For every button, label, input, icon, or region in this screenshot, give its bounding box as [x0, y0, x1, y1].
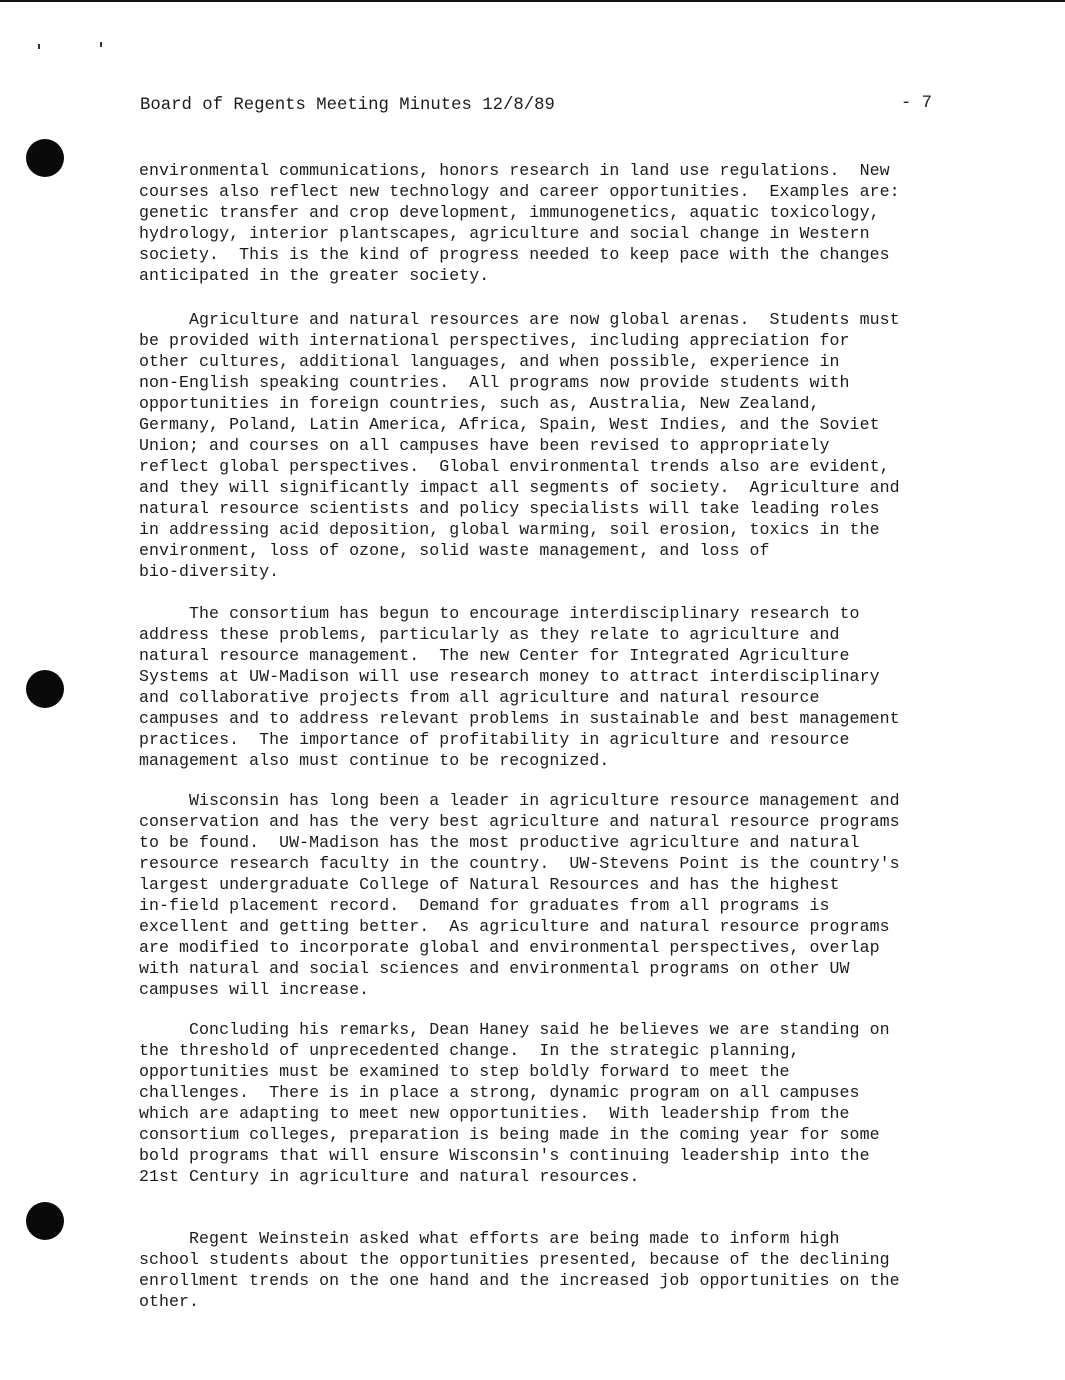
text-line: enrollment trends on the one hand and the increased job opportunities on the — [139, 1271, 900, 1290]
text-line: to be found. UW-Madison has the most productive agriculture and natural — [139, 833, 860, 852]
text-line: courses also reflect new technology and career opportunities. Examples are: — [139, 182, 900, 201]
paragraph-consortium-research — [139, 603, 949, 771]
text-line: Germany, Poland, Latin America, Africa, Spain, West Indies, and the Soviet — [139, 415, 880, 434]
text-line: opportunities must be examined to step boldly forward to meet the — [139, 1062, 790, 1081]
text-line: challenges. There is in place a strong, dynamic program on all campuses — [139, 1083, 860, 1102]
text-line: conservation and has the very best agriculture and natural resource programs — [139, 812, 900, 831]
text-line: hydrology, interior plantscapes, agriculture and social change in Western — [139, 224, 870, 243]
text-line: bio-diversity. — [139, 562, 280, 581]
scan-speck — [38, 44, 40, 49]
scan-speck — [100, 42, 102, 47]
text-line: environmental communications, honors research in land use regulations. New — [139, 161, 890, 180]
punch-hole-top — [26, 139, 64, 177]
text-line: campuses will increase. — [139, 980, 370, 999]
text-line: society. This is the kind of progress needed to keep pace with the changes — [139, 245, 890, 264]
text-line: natural resource management. The new Center for Integrated Agriculture — [139, 646, 850, 665]
text-line: consortium colleges, preparation is being made in the coming year for some — [139, 1125, 880, 1144]
text-line: environment, loss of ozone, solid waste management, and loss of — [139, 541, 770, 560]
text-line: in-field placement record. Demand for graduates from all programs is — [139, 896, 830, 915]
text-line: anticipated in the greater society. — [139, 266, 490, 285]
text-line: practices. The importance of profitability in agriculture and resource — [139, 730, 850, 749]
text-line: school students about the opportunities presented, because of the declining — [139, 1250, 890, 1269]
text-line: are modified to incorporate global and environmental perspectives, overlap — [139, 938, 880, 957]
text-line: address these problems, particularly as they relate to agriculture and — [139, 625, 840, 644]
text-line: resource research faculty in the country. UW-Stevens Point is the country's — [139, 854, 900, 873]
punch-hole-middle — [26, 670, 64, 708]
text-line: in addressing acid deposition, global warming, soil erosion, toxics in the — [139, 520, 880, 539]
text-line: which are adapting to meet new opportunities. With leadership from the — [139, 1104, 850, 1123]
text-line: excellent and getting better. As agriculture and natural resource programs — [139, 917, 890, 936]
text-line: campuses and to address relevant problems in sustainable and best management — [139, 709, 900, 728]
text-line: Wisconsin has long been a leader in agriculture resource management and — [139, 791, 900, 810]
text-line: Union; and courses on all campuses have been revised to appropriately — [139, 436, 830, 455]
paragraph-regent-weinstein — [139, 1228, 949, 1312]
text-line: reflect global perspectives. Global environmental trends also are evident, — [139, 457, 890, 476]
text-line: management also must continue to be recognized. — [139, 751, 610, 770]
text-line: non-English speaking countries. All programs now provide students with — [139, 373, 850, 392]
text-line: bold programs that will ensure Wisconsin's continuing leadership into the — [139, 1146, 870, 1165]
punch-hole-bottom — [26, 1202, 64, 1240]
text-line: 21st Century in agriculture and natural resources. — [139, 1167, 640, 1186]
paragraph-environmental-courses — [139, 160, 949, 286]
text-line: and collaborative projects from all agriculture and natural resource — [139, 688, 820, 707]
text-line: other cultures, additional languages, and when possible, experience in — [139, 352, 840, 371]
page-header — [140, 96, 940, 115]
text-line: Systems at UW-Madison will use research money to attract interdisciplinary — [139, 667, 880, 686]
document-title: Board of Regents Meeting Minutes 12/8/89 — [140, 96, 555, 115]
text-line: The consortium has begun to encourage interdisciplinary research to — [139, 604, 860, 623]
text-line: largest undergraduate College of Natural Resources and has the highest — [139, 875, 840, 894]
text-line: genetic transfer and crop development, immunogenetics, aquatic toxicology, — [139, 203, 880, 222]
paragraph-concluding-remarks — [139, 1019, 949, 1187]
text-line: and they will significantly impact all segments of society. Agriculture and — [139, 478, 900, 497]
text-line: Regent Weinstein asked what efforts are being made to inform high — [139, 1229, 840, 1248]
text-line: Concluding his remarks, Dean Haney said he believes we are standing on — [139, 1020, 890, 1039]
top-edge-rule — [0, 0, 1065, 2]
paragraph-wisconsin-leader — [139, 790, 949, 1000]
text-line: other. — [139, 1292, 200, 1311]
text-line: natural resource scientists and policy specialists will take leading roles — [139, 499, 880, 518]
text-line: opportunities in foreign countries, such as, Australia, New Zealand, — [139, 394, 820, 413]
text-line: be provided with international perspectives, including appreciation for — [139, 331, 850, 350]
text-line: with natural and social sciences and environmental programs on other UW — [139, 959, 850, 978]
page-number: - 7 — [900, 94, 932, 113]
paragraph-global-arenas — [139, 309, 949, 582]
text-line: Agriculture and natural resources are now global arenas. Students must — [139, 310, 900, 329]
text-line: the threshold of unprecedented change. In the strategic planning, — [139, 1041, 800, 1060]
